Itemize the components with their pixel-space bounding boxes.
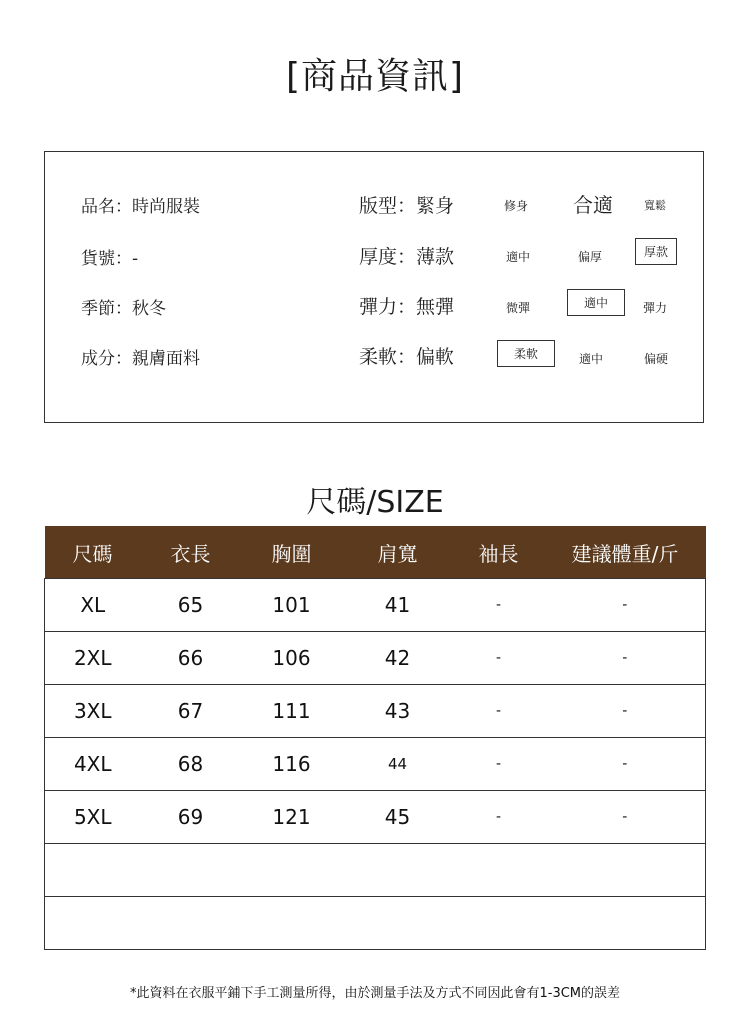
cell-length: 65 <box>141 579 241 632</box>
cell-sleeve: - <box>453 791 545 844</box>
cell-weight: - <box>545 632 706 685</box>
softness-option-medium: 適中 <box>579 352 604 366</box>
info-fit: 版型：緊身 <box>359 195 455 217</box>
cell-length: 69 <box>141 791 241 844</box>
cell-weight: - <box>545 579 706 632</box>
cell-shoulder: 44 <box>343 738 453 791</box>
table-row <box>45 791 706 844</box>
info-thickness: 厚度：薄款 <box>359 246 455 268</box>
cell-size: 2XL <box>45 632 141 685</box>
info-softness: 柔軟：偏軟 <box>359 346 455 368</box>
cell-weight: - <box>545 791 706 844</box>
cell-length: 68 <box>141 738 241 791</box>
cell-sleeve: - <box>453 632 545 685</box>
page-title: [商品資訊] <box>285 56 465 97</box>
cell-sleeve: - <box>453 579 545 632</box>
cell-empty <box>141 844 241 897</box>
elasticity-option-stretch: 彈力 <box>643 301 668 315</box>
size-table <box>44 526 706 950</box>
header-chest: 胸圍 <box>241 526 343 579</box>
info-sku: 貨號：- <box>81 249 139 269</box>
cell-length: 66 <box>141 632 241 685</box>
cell-shoulder: 45 <box>343 791 453 844</box>
cell-empty <box>45 844 141 897</box>
size-title: 尺碼/SIZE <box>306 485 444 520</box>
cell-sleeve: - <box>453 738 545 791</box>
elasticity-option-slight: 微彈 <box>506 301 531 315</box>
table-row <box>45 579 706 632</box>
cell-empty <box>453 844 545 897</box>
cell-shoulder: 41 <box>343 579 453 632</box>
cell-empty <box>343 844 453 897</box>
softness-option-hard: 偏硬 <box>644 352 669 366</box>
product-info-box <box>44 151 704 423</box>
cell-empty <box>241 897 343 950</box>
cell-chest: 116 <box>241 738 343 791</box>
table-row-empty <box>45 897 706 950</box>
cell-empty <box>141 897 241 950</box>
cell-shoulder: 42 <box>343 632 453 685</box>
cell-empty <box>545 897 706 950</box>
cell-size: XL <box>45 579 141 632</box>
cell-chest: 106 <box>241 632 343 685</box>
cell-weight: - <box>545 738 706 791</box>
cell-empty <box>545 844 706 897</box>
cell-weight: - <box>545 685 706 738</box>
cell-shoulder: 43 <box>343 685 453 738</box>
cell-empty <box>45 897 141 950</box>
info-material: 成分：親膚面料 <box>81 349 200 369</box>
measurement-note: *此資料在衣服平鋪下手工測量所得，由於測量手法及方式不同因此會有1-3CM的誤差 <box>129 986 621 1001</box>
table-row <box>45 738 706 791</box>
fit-option-loose: 寬鬆 <box>644 199 666 212</box>
cell-sleeve: - <box>453 685 545 738</box>
cell-length: 67 <box>141 685 241 738</box>
size-table-header <box>45 526 706 579</box>
info-name: 品名：時尚服裝 <box>81 197 200 217</box>
table-row-empty <box>45 844 706 897</box>
header-sleeve: 袖長 <box>453 526 545 579</box>
header-length: 衣長 <box>141 526 241 579</box>
cell-size: 3XL <box>45 685 141 738</box>
thickness-option-thick: 厚款 <box>635 238 677 265</box>
thickness-option-medium: 適中 <box>506 250 531 264</box>
info-elasticity: 彈力：無彈 <box>359 296 455 318</box>
fit-option-regular: 合適 <box>573 193 613 217</box>
table-row <box>45 685 706 738</box>
softness-option-soft: 柔軟 <box>497 340 555 367</box>
cell-empty <box>241 844 343 897</box>
header-shoulder: 肩寬 <box>343 526 453 579</box>
cell-size: 5XL <box>45 791 141 844</box>
cell-empty <box>453 897 545 950</box>
cell-chest: 101 <box>241 579 343 632</box>
thickness-option-thicker: 偏厚 <box>578 250 603 264</box>
cell-chest: 111 <box>241 685 343 738</box>
cell-size: 4XL <box>45 738 141 791</box>
info-season: 季節：秋冬 <box>81 299 166 319</box>
cell-chest: 121 <box>241 791 343 844</box>
table-row <box>45 632 706 685</box>
header-size: 尺碼 <box>45 526 141 579</box>
elasticity-option-medium: 適中 <box>567 289 625 316</box>
header-weight: 建議體重/斤 <box>545 526 706 579</box>
cell-empty <box>343 897 453 950</box>
fit-option-slim: 修身 <box>504 199 529 213</box>
